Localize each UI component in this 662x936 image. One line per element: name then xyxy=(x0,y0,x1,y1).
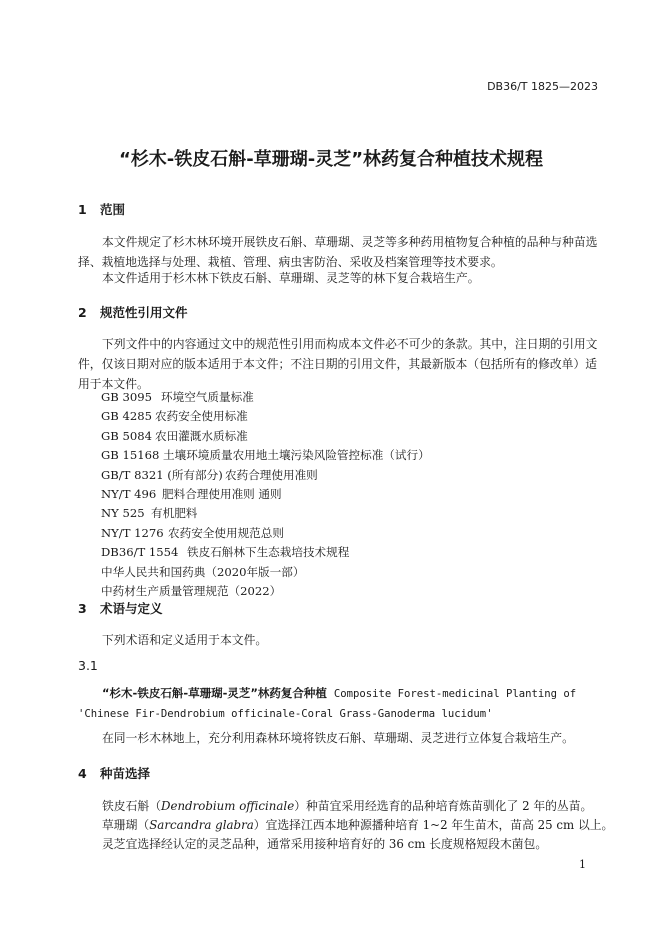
normative-references-list xyxy=(101,388,430,601)
section-1-paragraph-2: 本文件适用于杉木林下铁皮石斛、草珊瑚、灵芝等的林下复合栽培生产。 xyxy=(102,271,480,285)
text-span: 铁皮石斛（ xyxy=(102,799,161,813)
reference-name: 有机肥料 xyxy=(151,506,198,521)
reference-item xyxy=(101,563,430,582)
reference-code: NY 525 xyxy=(101,506,145,521)
section-number: 4 xyxy=(78,766,87,781)
latin-name: Dendrobium officinale xyxy=(161,799,295,813)
reference-name: 土壤环境质量农用地土壤污染风险管控标准（试行） xyxy=(163,448,430,463)
reference-name: 铁皮石斛林下生态栽培技术规程 xyxy=(187,545,350,560)
section-title: 术语与定义 xyxy=(100,601,163,616)
reference-code: NY/T 1276 xyxy=(101,525,164,540)
reference-name: 农药安全使用标准 xyxy=(155,409,248,424)
section-2-heading xyxy=(78,303,188,321)
reference-item xyxy=(101,446,430,465)
document-number: DB36/T 1825—2023 xyxy=(487,80,598,93)
section-4-paragraph-3: 灵芝宜选择经认定的灵芝品种，通常采用接种培育好的 36 cm 长度规格短段木菌包。 xyxy=(102,837,548,851)
reference-name: 肥料合理使用准则 通则 xyxy=(162,487,282,502)
reference-code: GB 4285 xyxy=(101,409,152,424)
section-number: 2 xyxy=(78,305,87,320)
reference-item xyxy=(101,388,430,407)
reference-item xyxy=(101,427,430,446)
section-1-paragraph-1: 本文件规定了杉木林环境开展铁皮石斛、草珊瑚、灵芝等多种药用植物复合种植的品种与种苗选择、栽植地选择与处理、栽植、管理、病虫害防治、采收及档案管理等技术要求。 xyxy=(78,235,598,269)
section-4-paragraph-1 xyxy=(102,796,592,816)
reference-name: 中华人民共和国药典（2020年版一部） xyxy=(101,564,305,579)
term-number: 3.1 xyxy=(78,658,98,673)
term-chinese: “杉木-铁皮石斛-草珊瑚-灵芝”林药复合种植 xyxy=(102,686,327,700)
section-title: 范围 xyxy=(100,202,126,217)
section-1-heading xyxy=(78,200,125,218)
term-english-2: 'Chinese Fir-Dendrobium officinale-Coral Grass-Ganoderma lucidum' xyxy=(78,708,493,720)
reference-item xyxy=(101,524,430,543)
document-title: “杉木-铁皮石斛-草珊瑚-灵芝”林药复合种植技术规程 xyxy=(118,149,544,170)
text-span: ）宜选择江西本地种源播种培育 1~2 年生苗木，苗高 25 cm 以上。 xyxy=(253,818,614,832)
section-number: 1 xyxy=(78,202,87,217)
section-2-intro: 下列文件中的内容通过文中的规范性引用而构成本文件必不可少的条款。其中，注日期的引用文件，仅该日期对应的版本适用于本文件；不注日期的引用文件，其最新版本（包括所有的修改单）适用于本文件。 xyxy=(78,337,598,391)
text-span: 草珊瑚（ xyxy=(102,818,150,832)
page-number: 1 xyxy=(579,858,586,871)
reference-code: NY/T 496 xyxy=(101,487,157,502)
reference-name: 中药材生产质量管理规范（2022） xyxy=(101,584,282,599)
section-4-heading xyxy=(78,764,150,782)
reference-item xyxy=(101,466,430,485)
reference-code: GB/T 8321 (所有部分) xyxy=(101,467,223,482)
reference-item xyxy=(101,504,430,523)
reference-code: GB 15168 xyxy=(101,448,160,463)
section-number: 3 xyxy=(78,601,87,616)
text-span: ）种苗宜采用经选育的品种培育炼苗驯化了 2 年的丛苗。 xyxy=(294,799,593,813)
reference-item xyxy=(101,485,430,504)
reference-name: 农药合理使用准则 xyxy=(225,467,318,482)
reference-name: 农药安全使用规范总则 xyxy=(168,525,284,540)
term-definition: 在同一杉木林地上，充分利用森林环境将铁皮石斛、草珊瑚、灵芝进行立体复合栽培生产。 xyxy=(102,731,574,745)
reference-item xyxy=(101,543,430,562)
reference-code: GB 3095 xyxy=(101,390,152,404)
section-3-intro: 下列术语和定义适用于本文件。 xyxy=(102,633,268,647)
section-title: 规范性引用文件 xyxy=(100,305,188,320)
section-4-paragraph-2 xyxy=(102,815,613,835)
term-english-1: Composite Forest-medicinal Planting of xyxy=(333,688,577,700)
reference-name: 农田灌溉水质标准 xyxy=(155,428,248,443)
section-3-heading xyxy=(78,599,163,617)
reference-code: GB 5084 xyxy=(101,428,152,443)
term-heading xyxy=(102,683,576,704)
reference-item xyxy=(101,407,430,426)
reference-name: 环境空气质量标准 xyxy=(161,390,254,404)
latin-name: Sarcandra glabra xyxy=(149,818,254,832)
reference-code: DB36/T 1554 xyxy=(101,545,179,560)
section-title: 种苗选择 xyxy=(100,766,151,781)
